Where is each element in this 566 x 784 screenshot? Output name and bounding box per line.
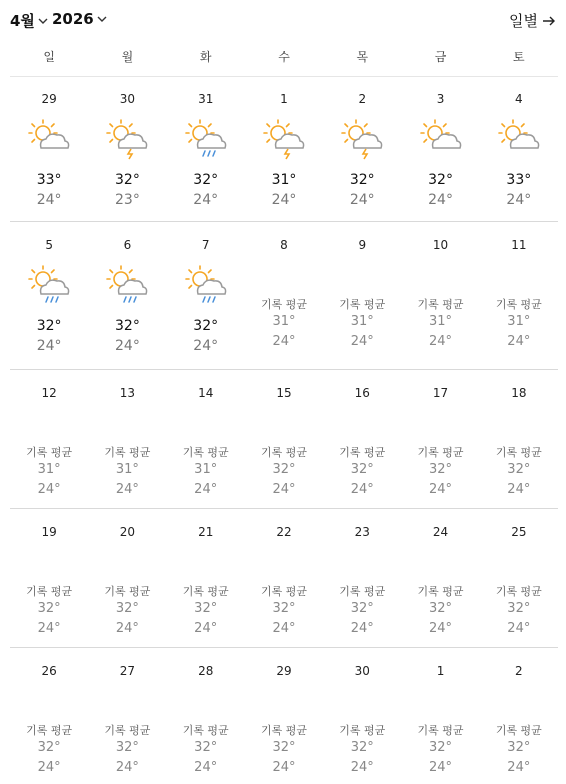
calendar-week-row: [10, 370, 558, 509]
calendar-day-cell[interactable]: [245, 222, 323, 369]
high-temp: 32°: [429, 740, 453, 755]
high-temp: 32°: [193, 318, 219, 334]
historical-average-label: 기록 평균: [339, 724, 386, 737]
day-number: 23: [354, 525, 370, 539]
calendar-day-cell[interactable]: [480, 222, 558, 369]
high-temp: 31°: [194, 462, 218, 477]
low-temp: 24°: [349, 192, 375, 208]
historical-average-label: 기록 평균: [339, 298, 386, 311]
high-temp: 32°: [428, 172, 453, 188]
high-temp: 32°: [349, 172, 375, 188]
low-temp: 24°: [507, 760, 531, 775]
partly-cloudy-icon: [27, 118, 71, 158]
high-temp: 31°: [429, 314, 453, 329]
calendar-day-cell[interactable]: [480, 370, 558, 508]
calendar-day-cell[interactable]: [323, 370, 401, 508]
weekday-label: 토: [513, 50, 525, 64]
calendar-day-cell[interactable]: [323, 222, 401, 369]
chevron-down-icon: [96, 13, 108, 25]
low-temp: 24°: [350, 482, 374, 497]
historical-average-label: 기록 평균: [260, 446, 307, 459]
low-temp: 24°: [115, 338, 140, 354]
high-temp: 31°: [115, 462, 139, 477]
historical-average-label: 기록 평균: [104, 446, 151, 459]
weekday-label: 일: [43, 50, 55, 64]
day-number: 24: [432, 525, 449, 539]
historical-average-label: 기록 평균: [417, 446, 464, 459]
calendar-day-cell[interactable]: [88, 76, 166, 221]
low-temp: 24°: [37, 482, 61, 497]
low-temp: 24°: [36, 192, 62, 208]
day-number: 30: [354, 664, 370, 678]
low-temp: 24°: [272, 760, 296, 775]
calendar-week-row: [10, 76, 558, 222]
low-temp: 24°: [428, 192, 453, 208]
high-temp: 32°: [507, 740, 531, 755]
calendar-day-cell[interactable]: [401, 222, 479, 369]
chevron-down-icon: [37, 15, 49, 27]
low-temp: 24°: [193, 338, 219, 354]
day-number: 9: [358, 238, 367, 252]
low-temp: 24°: [194, 621, 218, 636]
low-temp: 24°: [272, 334, 296, 349]
day-number: 2: [515, 664, 523, 678]
weekday-label: 수: [278, 50, 290, 64]
historical-average-label: 기록 평균: [339, 446, 386, 459]
high-temp: 32°: [115, 601, 139, 616]
high-temp: 31°: [37, 462, 61, 477]
calendar-day-cell[interactable]: [245, 648, 323, 784]
high-temp: 32°: [507, 601, 531, 616]
calendar-week-row: [10, 509, 558, 648]
partly-cloudy-icon: [497, 118, 541, 158]
high-temp: 31°: [350, 314, 374, 329]
calendar-day-cell[interactable]: [88, 370, 166, 508]
day-number: 8: [280, 238, 288, 252]
historical-average-label: 기록 평균: [182, 585, 229, 598]
calendar-day-cell[interactable]: [245, 76, 323, 221]
high-temp: 32°: [36, 318, 62, 334]
calendar-day-cell[interactable]: [323, 509, 401, 647]
high-temp: 32°: [350, 462, 374, 477]
low-temp: 24°: [507, 334, 531, 349]
day-number: 19: [41, 525, 57, 539]
calendar-day-cell[interactable]: [245, 370, 323, 508]
calendar-day-cell[interactable]: [167, 76, 245, 221]
year-label: 2026: [52, 10, 94, 28]
historical-average-label: 기록 평균: [26, 585, 73, 598]
calendar-day-cell[interactable]: [10, 509, 88, 647]
month-calendar-grid: [10, 76, 558, 784]
low-temp: 24°: [429, 334, 453, 349]
historical-average-label: 기록 평균: [417, 585, 464, 598]
calendar-day-cell[interactable]: [480, 76, 558, 221]
low-temp: 24°: [429, 760, 453, 775]
low-temp: 24°: [272, 482, 296, 497]
daily-view-link[interactable]: [509, 10, 556, 31]
thunderstorm-icon: [262, 118, 306, 158]
high-temp: 32°: [115, 740, 139, 755]
low-temp: 23°: [115, 192, 140, 208]
low-temp: 24°: [194, 482, 218, 497]
low-temp: 24°: [350, 760, 374, 775]
day-number: 28: [198, 664, 214, 678]
high-temp: 31°: [272, 314, 296, 329]
high-temp: 32°: [193, 172, 219, 188]
high-temp: 32°: [350, 601, 374, 616]
month-label: 4월: [10, 12, 35, 30]
rain-icon: [105, 264, 149, 304]
day-number: 13: [119, 386, 136, 400]
historical-average-label: 기록 평균: [260, 298, 307, 311]
day-number: 3: [436, 92, 445, 106]
calendar-day-cell[interactable]: [167, 648, 245, 784]
day-number: 26: [41, 664, 57, 678]
year-dropdown[interactable]: [52, 10, 108, 28]
low-temp: 24°: [271, 192, 297, 208]
historical-average-label: 기록 평균: [26, 446, 73, 459]
high-temp: 32°: [272, 740, 296, 755]
thunderstorm-icon: [340, 118, 384, 158]
day-number: 29: [41, 92, 57, 106]
arrow-right-icon: [542, 15, 556, 27]
historical-average-label: 기록 평균: [182, 446, 229, 459]
high-temp: 33°: [36, 172, 62, 188]
high-temp: 32°: [507, 462, 531, 477]
day-number: 25: [511, 525, 527, 539]
calendar-day-cell[interactable]: [401, 648, 479, 784]
low-temp: 24°: [115, 621, 139, 636]
low-temp: 24°: [429, 621, 453, 636]
day-number: 29: [276, 664, 292, 678]
historical-average-label: 기록 평균: [417, 298, 464, 311]
historical-average-label: 기록 평균: [495, 298, 542, 311]
high-temp: 32°: [429, 462, 453, 477]
day-number: 14: [198, 386, 214, 400]
historical-average-label: 기록 평균: [104, 585, 151, 598]
low-temp: 24°: [429, 482, 453, 497]
low-temp: 24°: [350, 621, 374, 636]
high-temp: 32°: [350, 740, 374, 755]
historical-average-label: 기록 평균: [182, 724, 229, 737]
weekday-label: 화: [199, 50, 212, 64]
high-temp: 33°: [506, 172, 532, 188]
calendar-day-cell[interactable]: [10, 222, 88, 369]
rain-icon: [184, 118, 228, 158]
calendar-day-cell[interactable]: [10, 648, 88, 784]
historical-average-label: 기록 평균: [339, 585, 386, 598]
high-temp: 32°: [115, 172, 140, 188]
weekday-label: 목: [356, 50, 369, 64]
calendar-day-cell[interactable]: [323, 648, 401, 784]
calendar-day-cell[interactable]: [88, 222, 166, 369]
low-temp: 24°: [272, 621, 296, 636]
daily-view-label: 일별: [509, 12, 538, 30]
low-temp: 24°: [506, 192, 532, 208]
high-temp: 31°: [271, 172, 297, 188]
low-temp: 24°: [194, 760, 218, 775]
low-temp: 24°: [115, 482, 139, 497]
day-number: 22: [276, 525, 292, 539]
calendar-header: [0, 0, 566, 40]
day-number: 15: [276, 386, 292, 400]
high-temp: 32°: [115, 318, 140, 334]
day-number: 20: [119, 525, 136, 539]
day-number: 27: [119, 664, 136, 678]
rain-icon: [184, 264, 228, 304]
low-temp: 24°: [36, 338, 62, 354]
low-temp: 24°: [507, 621, 531, 636]
day-number: 16: [354, 386, 370, 400]
historical-average-label: 기록 평균: [495, 446, 542, 459]
thunderstorm-icon: [105, 118, 149, 158]
calendar-day-cell[interactable]: [480, 648, 558, 784]
day-number: 5: [45, 238, 53, 252]
high-temp: 32°: [194, 601, 218, 616]
calendar-day-cell[interactable]: [401, 370, 479, 508]
day-number: 21: [198, 525, 214, 539]
historical-average-label: 기록 평균: [495, 724, 542, 737]
calendar-day-cell[interactable]: [245, 509, 323, 647]
low-temp: 24°: [37, 621, 61, 636]
calendar-day-cell[interactable]: [167, 222, 245, 369]
calendar-day-cell[interactable]: [401, 76, 479, 221]
day-number: 12: [41, 386, 57, 400]
high-temp: 32°: [194, 740, 218, 755]
high-temp: 31°: [507, 314, 531, 329]
day-number: 2: [358, 92, 367, 106]
weekday-header: [10, 46, 558, 77]
day-number: 18: [511, 386, 527, 400]
day-number: 10: [432, 238, 449, 252]
calendar-day-cell[interactable]: [167, 370, 245, 508]
high-temp: 32°: [272, 601, 296, 616]
calendar-week-row: [10, 648, 558, 784]
day-number: 6: [123, 238, 132, 252]
day-number: 11: [511, 238, 527, 252]
low-temp: 24°: [115, 760, 139, 775]
day-number: 31: [198, 92, 214, 106]
day-number: 4: [515, 92, 523, 106]
historical-average-label: 기록 평균: [417, 724, 464, 737]
historical-average-label: 기록 평균: [26, 724, 73, 737]
high-temp: 32°: [429, 601, 453, 616]
low-temp: 24°: [193, 192, 219, 208]
day-number: 1: [280, 92, 288, 106]
calendar-day-cell[interactable]: [323, 76, 401, 221]
weekday-label: 월: [121, 50, 134, 64]
month-dropdown[interactable]: [10, 10, 49, 31]
day-number: 1: [436, 664, 445, 678]
low-temp: 24°: [37, 760, 61, 775]
historical-average-label: 기록 평균: [260, 585, 307, 598]
day-number: 17: [432, 386, 449, 400]
calendar-day-cell[interactable]: [167, 509, 245, 647]
partly-cloudy-icon: [419, 118, 463, 158]
calendar-day-cell[interactable]: [10, 370, 88, 508]
historical-average-label: 기록 평균: [104, 724, 151, 737]
calendar-week-row: [10, 222, 558, 370]
rain-icon: [27, 264, 71, 304]
high-temp: 32°: [37, 740, 61, 755]
calendar-day-cell[interactable]: [10, 76, 88, 221]
calendar-day-cell[interactable]: [480, 509, 558, 647]
high-temp: 32°: [272, 462, 296, 477]
calendar-day-cell[interactable]: [88, 648, 166, 784]
historical-average-label: 기록 평균: [495, 585, 542, 598]
low-temp: 24°: [507, 482, 531, 497]
day-number: 7: [201, 238, 210, 252]
historical-average-label: 기록 평균: [260, 724, 307, 737]
calendar-day-cell[interactable]: [401, 509, 479, 647]
weekday-label: 금: [434, 50, 447, 64]
calendar-day-cell[interactable]: [88, 509, 166, 647]
day-number: 30: [119, 92, 136, 106]
high-temp: 32°: [37, 601, 61, 616]
low-temp: 24°: [350, 334, 374, 349]
